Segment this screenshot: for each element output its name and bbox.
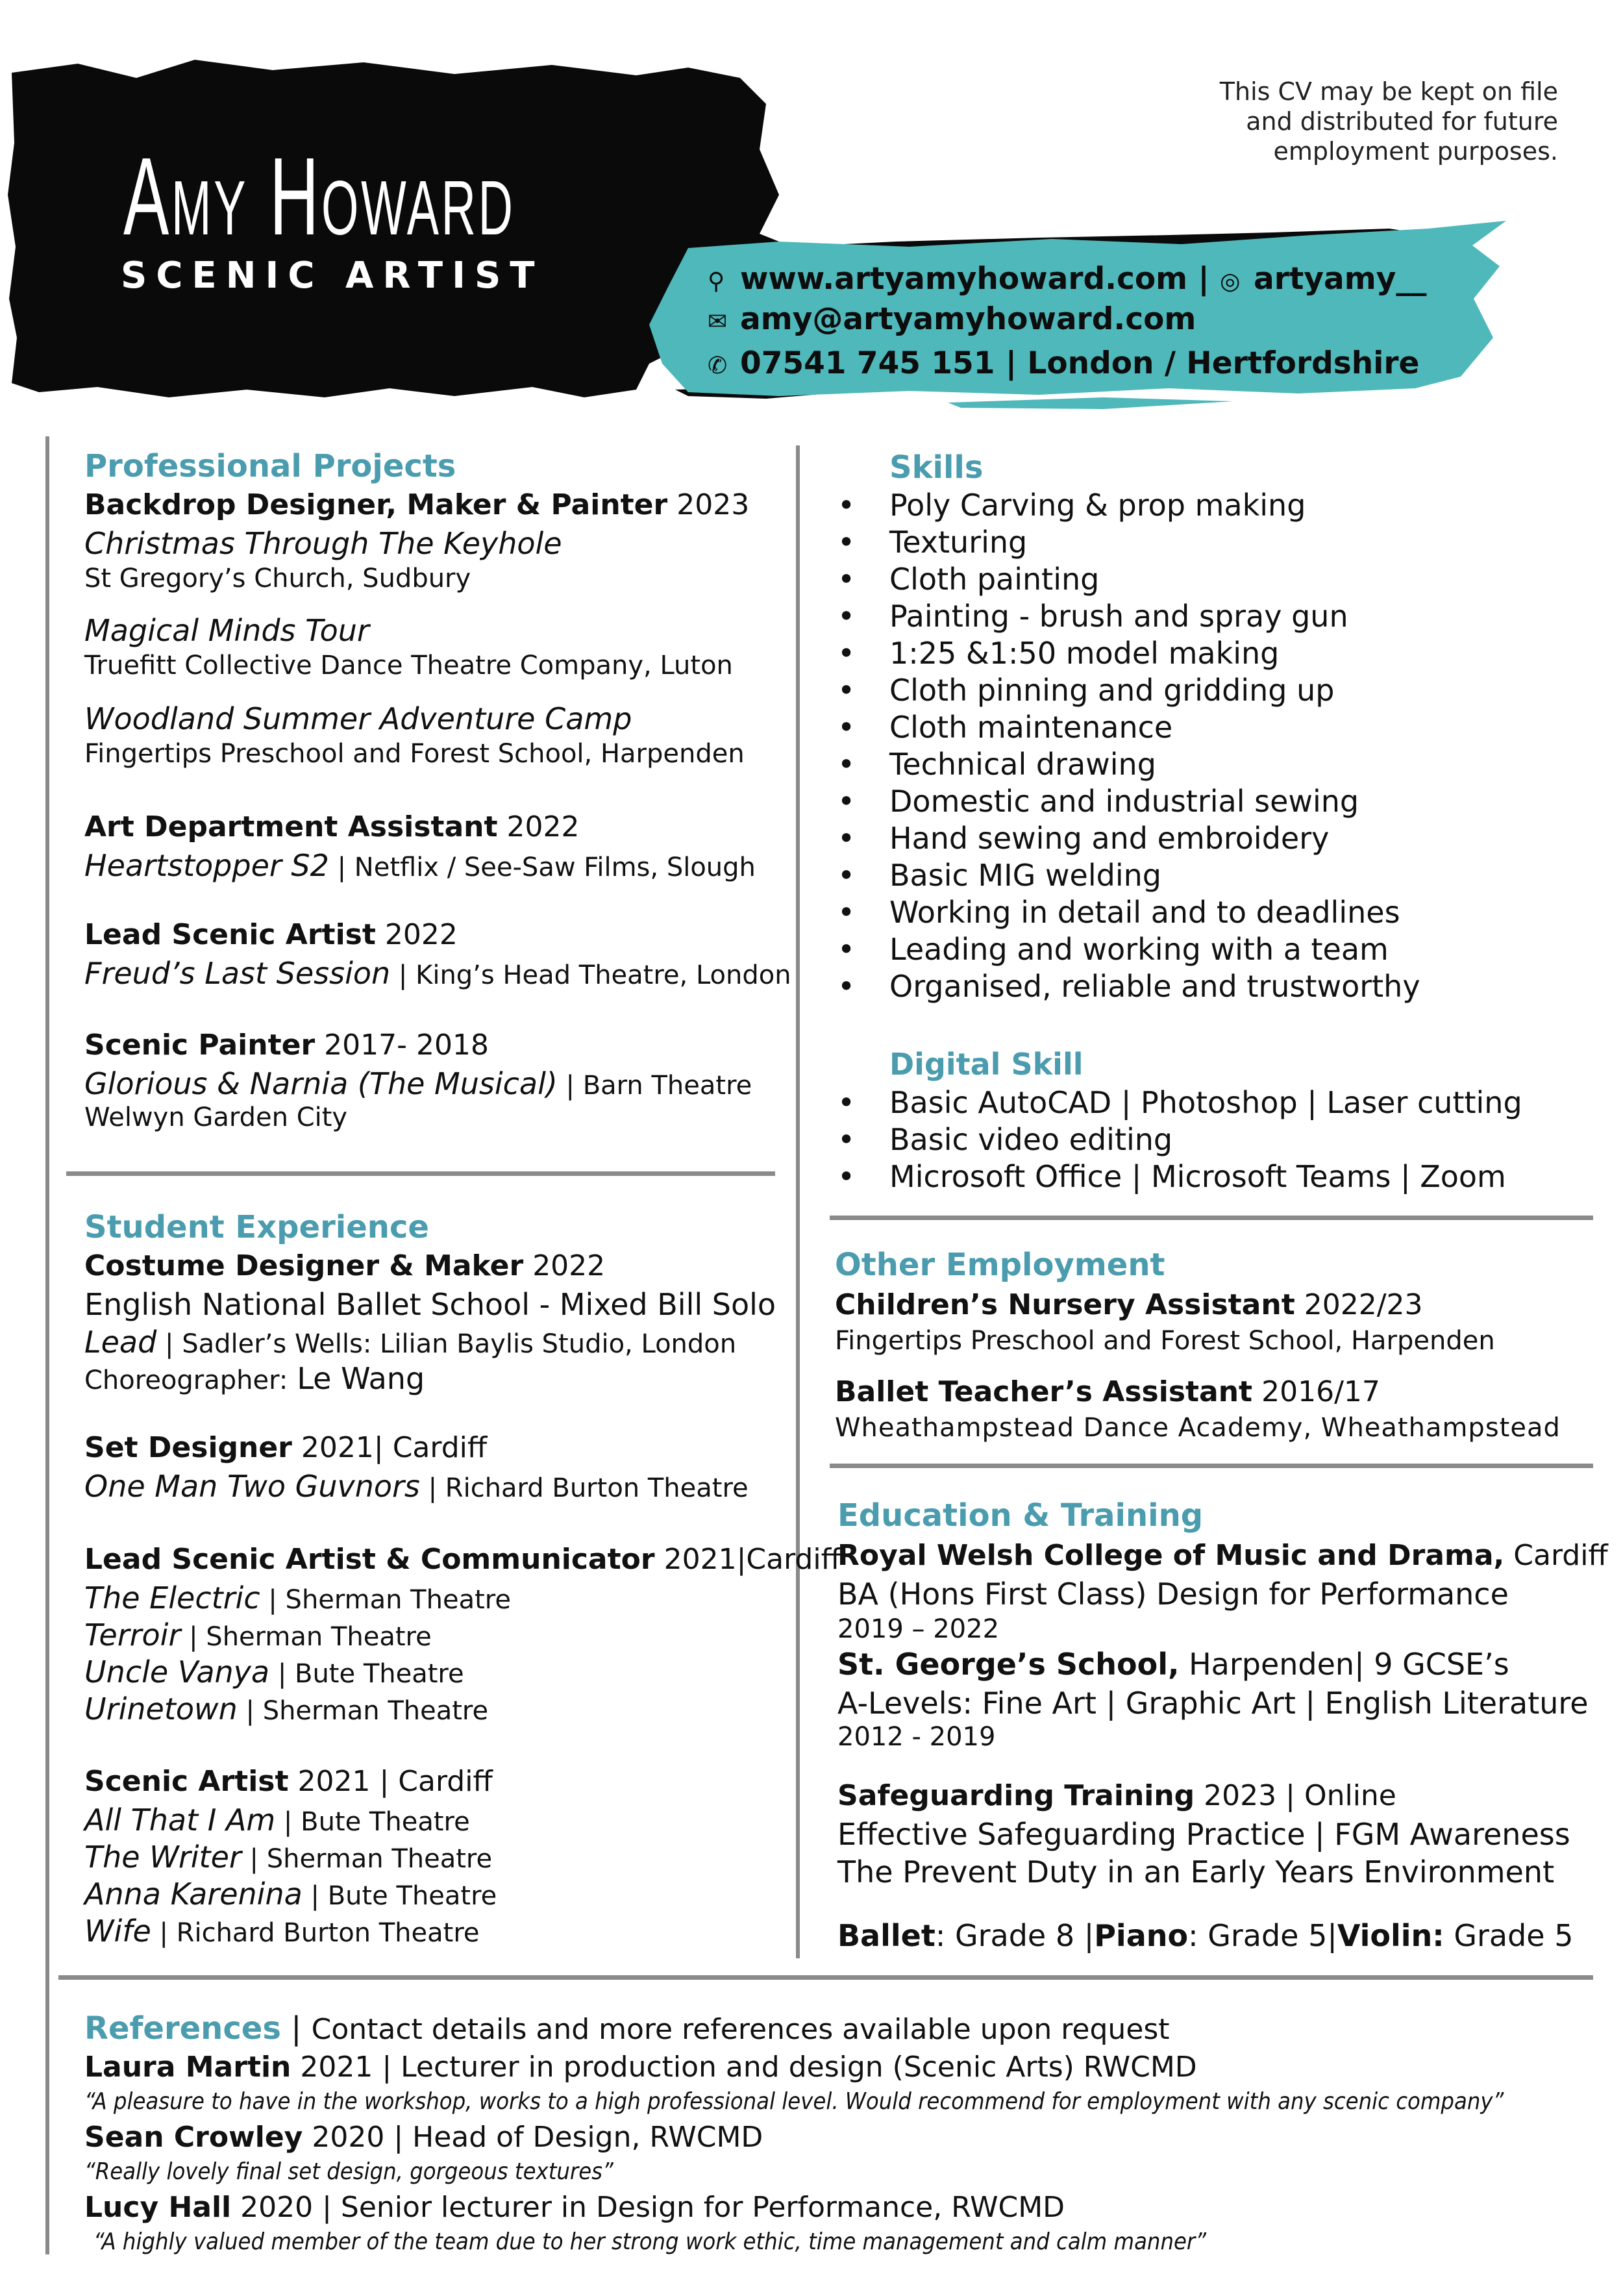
student-3-show: Terroir: [84, 1617, 181, 1653]
education-2-alevels: A-Levels: Fine Art | Graphic Art | English Literature: [837, 1686, 1589, 1721]
project-4-venue: Barn Theatre: [582, 1071, 752, 1101]
student-1-line-1: English National Ballet School - Mixed Bill Solo: [84, 1287, 776, 1322]
student-3-venue: Sherman Theatre: [285, 1585, 511, 1615]
email-link[interactable]: amy@artyamyhoward.com: [740, 301, 1196, 337]
student-4-venue: Bute Theatre: [327, 1881, 497, 1911]
student-3-venue: Sherman Theatre: [206, 1622, 432, 1652]
other-employment-heading: Other Employment: [835, 1247, 1165, 1283]
project-1-venue-2: Truefitt Collective Dance Theatre Company, Luton: [84, 651, 733, 680]
phone-icon: ✆: [708, 353, 728, 379]
skill-item: • Working in detail and to deadlines: [837, 894, 1420, 931]
student-4-venue: Bute Theatre: [301, 1807, 470, 1837]
reference-2-row: Sean Crowley 2020 | Head of Design, RWCMD: [84, 2121, 763, 2154]
skill-item: • Poly Carving & prop making: [837, 487, 1420, 524]
education-1-degree: BA (Hons First Class) Design for Performance: [837, 1577, 1509, 1612]
education-3-title-row: Safeguarding Training 2023 | Online: [837, 1779, 1396, 1812]
other-1-year: 2022/23: [1304, 1288, 1423, 1321]
reference-1-role: Lecturer in production and design (Scenic Arts) RWCMD: [401, 2051, 1197, 2084]
student-3-year: 2021: [663, 1543, 737, 1576]
education-2-years: 2012 - 2019: [837, 1722, 996, 1752]
education-1-title-row: [837, 1539, 1608, 1572]
education-3-mode: Online: [1304, 1779, 1396, 1812]
divider-left-1: [66, 1171, 775, 1176]
student-4-city: Cardiff: [398, 1765, 493, 1798]
contact-row-phone: ✆ 07541 745 151 | London / Hertfordshire: [708, 345, 1420, 381]
skill-item: • Leading and working with a team: [837, 931, 1420, 968]
education-1-years: 2019 – 2022: [837, 1614, 1000, 1644]
student-3-venue: Sherman Theatre: [262, 1696, 489, 1726]
project-3-show: Freud’s Last Session: [84, 956, 391, 991]
student-2-venue: Richard Burton Theatre: [445, 1473, 749, 1503]
student-1-line-3: [84, 1361, 425, 1396]
student-3-title-row: Lead Scenic Artist & Communicator 2021|Cardiff: [84, 1543, 841, 1576]
student-1-year: 2022: [532, 1249, 606, 1282]
student-3-show: Urinetown: [84, 1691, 238, 1727]
student-4-title: Scenic Artist: [84, 1765, 289, 1798]
skill-item: • Cloth pinning and gridding up: [837, 672, 1420, 709]
education-3-line-1: Effective Safeguarding Practice | FGM Awareness: [837, 1817, 1570, 1852]
project-1-show-1: Christmas Through The Keyhole: [84, 526, 562, 561]
instagram-handle[interactable]: artyamy__: [1254, 261, 1427, 297]
student-2-title-row: Set Designer 2021| Cardiff: [84, 1431, 488, 1464]
reference-3-quote: “A highly valued member of the team due to her strong work ethic, time management and calm manner”: [93, 2228, 1206, 2255]
student-3-row: Urinetown | Sherman Theatre: [84, 1691, 489, 1727]
education-2-title-row: [837, 1647, 1509, 1682]
other-2-year: 2016/17: [1261, 1375, 1380, 1408]
student-3-venue: Bute Theatre: [295, 1659, 464, 1689]
project-2-title: Art Department Assistant: [84, 810, 498, 843]
student-4-year: 2021: [297, 1765, 371, 1798]
skill-item: • Domestic and industrial sewing: [837, 783, 1420, 820]
references-heading: References: [84, 2010, 281, 2047]
project-1-show-2: Magical Minds Tour: [84, 613, 369, 648]
grade-label: Piano: [1094, 1918, 1189, 1953]
student-3-show: The Electric: [84, 1580, 260, 1616]
cv-note: This CV may be kept on file and distributed for future employment purposes.: [1219, 77, 1558, 166]
digital-skill-item: • Basic AutoCAD | Photoshop | Laser cutting: [837, 1084, 1522, 1121]
skills-heading: Skills: [889, 449, 984, 486]
education-3-line-2: The Prevent Duty in an Early Years Environment: [837, 1854, 1555, 1890]
project-4-title: Scenic Painter: [84, 1029, 316, 1062]
skill-item: • Hand sewing and embroidery: [837, 820, 1420, 857]
project-4-venue-2: Welwyn Garden City: [84, 1103, 348, 1132]
student-1-lead: Lead: [84, 1325, 157, 1360]
student-4-show: All That I Am: [84, 1803, 276, 1838]
student-4-show: Wife: [84, 1914, 151, 1949]
reference-1-row: Laura Martin 2021 | Lecturer in production and design (Scenic Arts) RWCMD: [84, 2051, 1197, 2084]
grade-value: Grade 5: [1444, 1918, 1574, 1953]
digital-skill-item: • Basic video editing: [837, 1121, 1522, 1158]
other-2-place: Wheathampstead Dance Academy, Wheathampstead: [835, 1413, 1561, 1443]
student-4-title-row: Scenic Artist 2021 | Cardiff: [84, 1765, 493, 1798]
name-title: Amy Howard: [123, 135, 515, 258]
contact-row-email: [708, 301, 1196, 337]
student-2-city: Cardiff: [392, 1431, 488, 1464]
project-2-year: 2022: [506, 810, 580, 843]
student-3-show: Uncle Vanya: [84, 1654, 270, 1690]
references-note: Contact details and more references available upon request: [311, 2013, 1170, 2046]
project-4-title-row: [84, 1029, 489, 1062]
location: London / Hertfordshire: [1027, 345, 1420, 381]
other-1-title-row: [835, 1288, 1423, 1321]
grade-value: : Grade 8: [935, 1918, 1084, 1953]
student-2-detail-row: One Man Two Guvnors | Richard Burton Theatre: [84, 1469, 749, 1504]
skill-item: • Technical drawing: [837, 746, 1420, 783]
divider-references: [58, 1975, 1593, 1980]
project-4-year: 2017- 2018: [324, 1029, 489, 1062]
skill-item: • Basic MIG welding: [837, 857, 1420, 894]
digital-skills-list: [837, 1084, 1522, 1195]
reference-1-quote: “A pleasure to have in the workshop, works to a high professional level. Would recommend for employment with any scenic company”: [84, 2088, 1504, 2115]
project-1-venue-3: Fingertips Preschool and Forest School, Harpenden: [84, 739, 745, 769]
student-2-show: One Man Two Guvnors: [84, 1469, 420, 1504]
project-1-title: Backdrop Designer, Maker & Painter: [84, 488, 668, 521]
reference-3-year: 2020: [240, 2191, 314, 2224]
role-subtitle: SCENIC ARTIST: [121, 255, 544, 297]
student-4-row: Anna Karenina | Bute Theatre: [84, 1877, 497, 1912]
student-4-venue: Richard Burton Theatre: [176, 1918, 480, 1948]
reference-3-row: Lucy Hall 2020 | Senior lecturer in Design for Performance, RWCMD: [84, 2191, 1065, 2224]
column-divider: [796, 445, 800, 1958]
student-3-row: The Electric | Sherman Theatre: [84, 1580, 511, 1616]
divider-right-1: [830, 1216, 1593, 1220]
project-2-venue: Netflix / See-Saw Films, Slough: [354, 853, 756, 882]
student-1-title: Costume Designer & Maker: [84, 1249, 524, 1282]
project-1-venue-1: St Gregory’s Church, Sudbury: [84, 564, 471, 593]
reference-2-year: 2020: [312, 2121, 385, 2154]
project-3-year: 2022: [384, 918, 458, 951]
reference-1-year: 2021: [300, 2051, 373, 2084]
student-4-row: The Writer | Sherman Theatre: [84, 1840, 493, 1875]
reference-3-role: Senior lecturer in Design for Performance, RWCMD: [340, 2191, 1065, 2224]
search-icon: ⚲: [708, 268, 725, 295]
student-1-line-2: Lead | Sadler’s Wells: Lilian Baylis Studio, London: [84, 1325, 737, 1360]
student-2-title: Set Designer: [84, 1431, 292, 1464]
project-2-detail-row: Heartstopper S2 | Netflix / See-Saw Films, Slough: [84, 848, 756, 883]
student-experience-heading: Student Experience: [84, 1209, 429, 1245]
teal-brush-streak: [948, 397, 1233, 409]
project-3-venue: King’s Head Theatre, London: [415, 960, 791, 990]
project-3-title-row: [84, 918, 458, 951]
grade-value: : Grade 5: [1188, 1918, 1328, 1953]
student-4-venue: Sherman Theatre: [266, 1844, 493, 1874]
project-4-detail-row: Glorious & Narnia (The Musical) | Barn Theatre: [84, 1066, 752, 1101]
reference-2-role: Head of Design, RWCMD: [412, 2121, 763, 2154]
student-1-choreographer: Le Wang: [297, 1361, 425, 1396]
digital-skill-heading: Digital Skill: [889, 1047, 1084, 1082]
education-2-school: St. George’s School,: [837, 1647, 1180, 1682]
grade-label: Ballet: [837, 1918, 935, 1953]
project-1-title-row: [84, 488, 749, 521]
mail-icon: ✉: [708, 308, 728, 335]
student-3-title: Lead Scenic Artist & Communicator: [84, 1543, 655, 1576]
reference-3-name: Lucy Hall: [84, 2191, 232, 2224]
education-1-city: Cardiff: [1513, 1539, 1608, 1572]
digital-skill-item: • Microsoft Office | Microsoft Teams | Zoom: [837, 1158, 1522, 1195]
student-4-row: All That I Am | Bute Theatre: [84, 1803, 470, 1838]
student-1-title-row: [84, 1249, 605, 1282]
project-2-show: Heartstopper S2: [84, 848, 329, 883]
website-link[interactable]: www.artyamyhoward.com: [740, 261, 1188, 297]
skill-item: • Cloth maintenance: [837, 709, 1420, 746]
project-3-title: Lead Scenic Artist: [84, 918, 376, 951]
student-3-city: Cardiff: [746, 1543, 841, 1576]
education-heading: Education & Training: [837, 1497, 1204, 1534]
education-3-title: Safeguarding Training: [837, 1779, 1195, 1812]
divider-right-2: [830, 1464, 1593, 1468]
other-1-title: Children’s Nursery Assistant: [835, 1288, 1295, 1321]
contact-row-web: ⚲ www.artyamyhoward.com | ◎ artyamy__: [708, 261, 1427, 297]
reference-1-name: Laura Martin: [84, 2051, 291, 2084]
skills-list: [837, 487, 1420, 1005]
instagram-icon: ◎: [1220, 268, 1241, 295]
grade-label: Violin:: [1337, 1918, 1444, 1953]
student-2-year: 2021: [301, 1431, 374, 1464]
other-2-title-row: [835, 1375, 1380, 1408]
left-margin-rule: [45, 436, 49, 2254]
grades-row: Ballet: Grade 8 |Piano: Grade 5|Violin: Grade 5: [837, 1918, 1574, 1953]
student-3-row: Terroir | Sherman Theatre: [84, 1617, 432, 1653]
project-1-year: 2023: [676, 488, 750, 521]
reference-2-name: Sean Crowley: [84, 2121, 303, 2154]
student-3-row: Uncle Vanya | Bute Theatre: [84, 1654, 464, 1690]
project-1-show-3: Woodland Summer Adventure Camp: [84, 701, 632, 736]
education-2-detail: Harpenden| 9 GCSE’s: [1189, 1647, 1509, 1682]
professional-projects-heading: Professional Projects: [84, 448, 456, 484]
project-2-title-row: [84, 810, 580, 843]
skill-item: • Organised, reliable and trustworthy: [837, 968, 1420, 1005]
other-1-place: Fingertips Preschool and Forest School, Harpenden: [835, 1326, 1495, 1356]
skill-item: • Cloth painting: [837, 561, 1420, 598]
project-3-detail-row: Freud’s Last Session | King’s Head Theatre, London: [84, 956, 791, 991]
references-heading-row: References | Contact details and more references available upon request: [84, 2010, 1170, 2047]
student-4-show: The Writer: [84, 1840, 242, 1875]
skill-item: • Texturing: [837, 524, 1420, 561]
student-4-row: Wife | Richard Burton Theatre: [84, 1914, 480, 1949]
skill-item: • 1:25 &1:50 model making: [837, 635, 1420, 672]
project-4-show: Glorious & Narnia (The Musical): [84, 1066, 558, 1101]
student-4-show: Anna Karenina: [84, 1877, 303, 1912]
reference-2-quote: “Really lovely final set design, gorgeous textures”: [84, 2158, 613, 2185]
education-3-year: 2023: [1204, 1779, 1277, 1812]
other-2-title: Ballet Teacher’s Assistant: [835, 1375, 1253, 1408]
student-1-venue: Sadler’s Wells: Lilian Baylis Studio, London: [182, 1329, 737, 1359]
phone-number: 07541 745 151: [740, 345, 995, 381]
student-1-choreo-label: Choreographer:: [84, 1366, 288, 1395]
education-1-school: Royal Welsh College of Music and Drama,: [837, 1539, 1505, 1572]
skill-item: • Painting - brush and spray gun: [837, 598, 1420, 635]
